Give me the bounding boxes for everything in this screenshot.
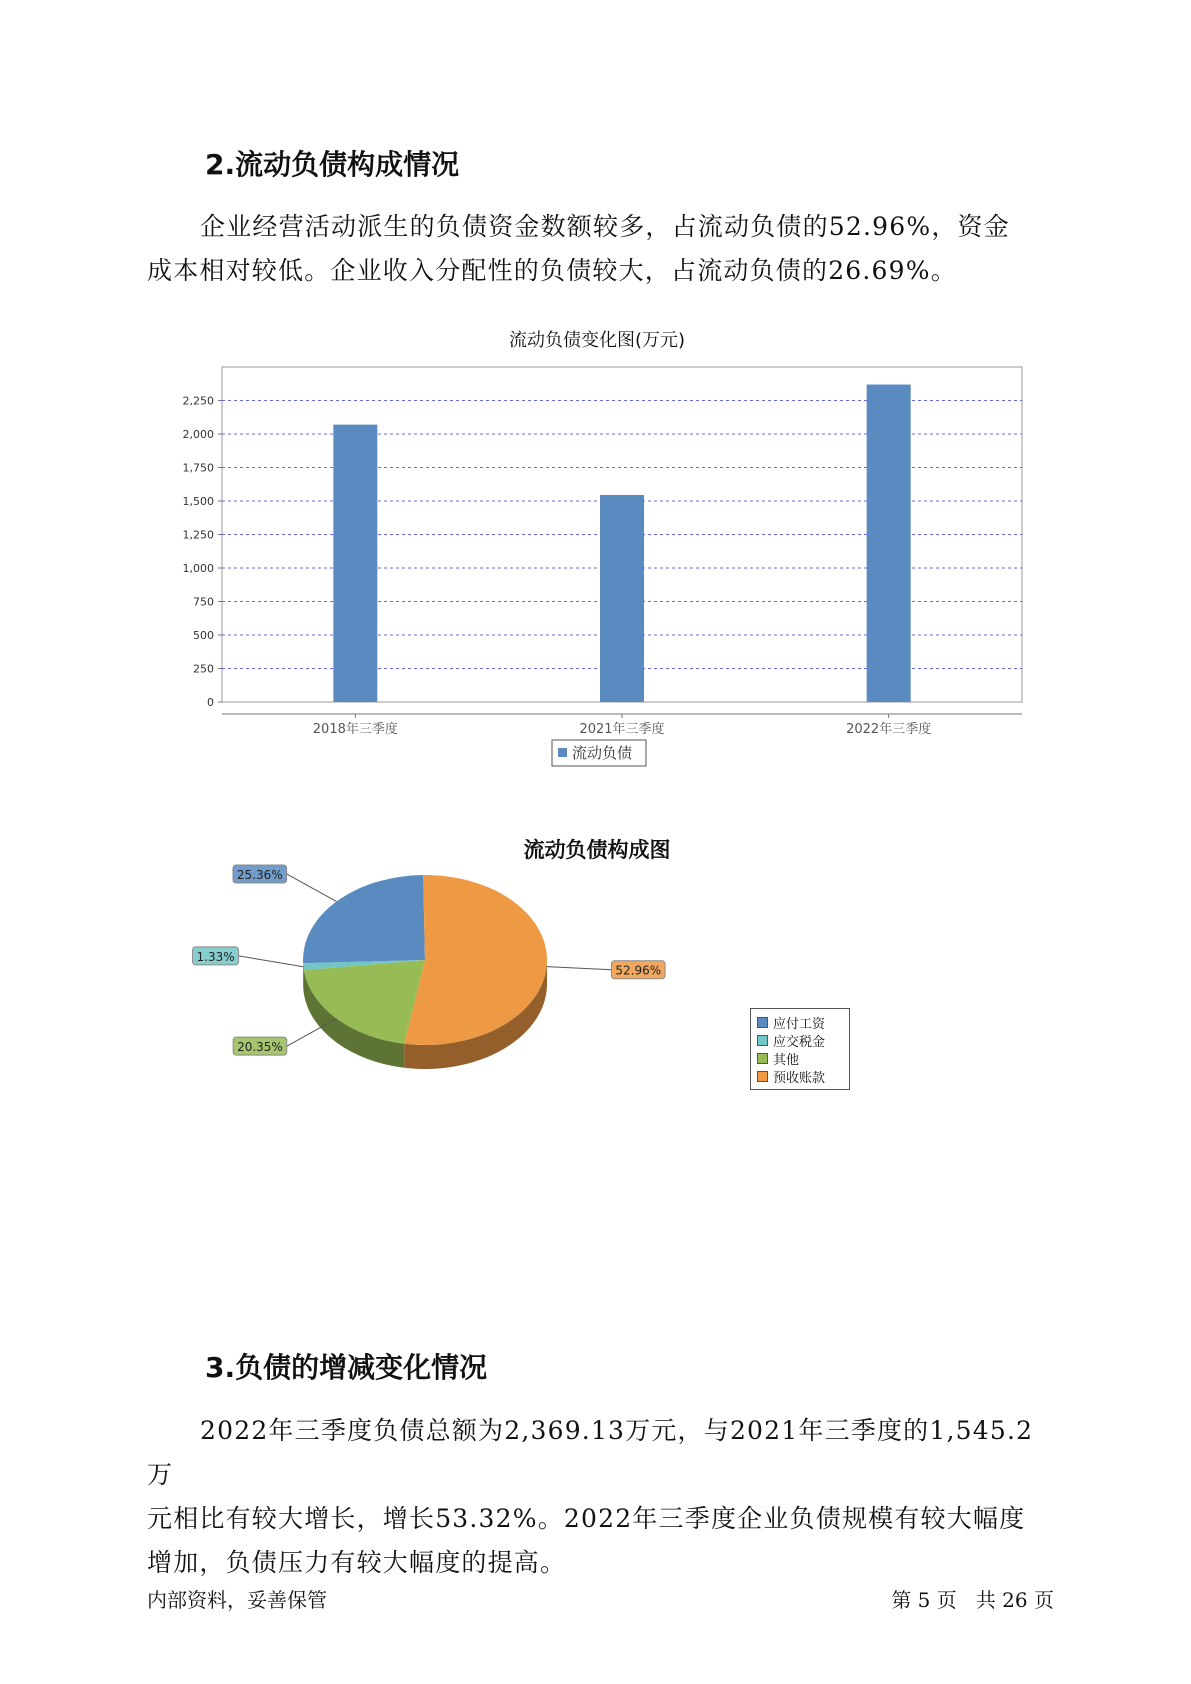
bar-chart — [147, 355, 1047, 775]
section-3-line-2: 元相比有较大增长，增长53.32%。2022年三季度企业负债规模有较大幅度 — [147, 1504, 1026, 1533]
y-tick-label: 750 — [193, 595, 214, 609]
bar — [867, 385, 911, 702]
section-3-heading: 3.负债的增减变化情况 — [205, 1351, 488, 1384]
y-tick-label: 1,250 — [182, 528, 214, 542]
section-2-line-1: 企业经营活动派生的负债资金数额较多，占流动负债的52.96%，资金 — [200, 212, 1010, 241]
pie-chart-title: 流动负债构成图 — [523, 838, 671, 862]
pie-slice — [303, 875, 425, 963]
pie-legend — [750, 1008, 850, 1090]
y-tick-label: 2,000 — [182, 428, 214, 441]
pie-legend-swatch — [757, 1017, 768, 1028]
y-tick-label: 0 — [207, 696, 214, 709]
pie-legend-swatch — [757, 1035, 768, 1046]
pie-value-label: 20.35% — [237, 1040, 283, 1055]
pie-legend-label: 预收账款 — [773, 1070, 826, 1086]
y-tick-label: 1,750 — [182, 461, 214, 475]
y-tick-label: 500 — [193, 629, 214, 642]
pie-legend-swatch — [757, 1053, 768, 1064]
section-2-line-2: 成本相对较低。企业收入分配性的负债较大，占流动负债的26.69%。 — [147, 256, 957, 285]
y-tick-label: 1,500 — [182, 495, 214, 508]
pie-chart — [196, 867, 662, 1140]
x-tick-label: 2021年三季度 — [579, 722, 665, 737]
section-3-paragraph — [147, 1409, 1047, 1585]
pie-leader-line — [547, 967, 612, 970]
bar-legend — [552, 740, 646, 766]
pie-value-label: 1.33% — [196, 949, 235, 964]
footer-page-number: 第 5 页 共 26 页 — [891, 1588, 1054, 1612]
section-2-heading: 2.流动负债构成情况 — [205, 148, 460, 181]
legend-label: 流动负债 — [572, 744, 633, 762]
pie-legend-item — [757, 1049, 843, 1067]
pie-legend-item — [757, 1013, 843, 1031]
legend-swatch — [558, 748, 567, 757]
pie-legend-item — [757, 1031, 843, 1049]
y-tick-label: 2,250 — [182, 394, 214, 408]
pie-legend-swatch — [757, 1071, 768, 1082]
pie-legend-label: 应付工资 — [773, 1016, 826, 1032]
pie-leader-line — [287, 874, 337, 902]
pie-slice — [304, 960, 425, 1044]
section-2-paragraph — [147, 205, 1047, 293]
x-tick-label: 2022年三季度 — [846, 722, 932, 737]
y-tick-label: 1,000 — [182, 562, 214, 575]
x-tick-label: 2018年三季度 — [312, 722, 398, 737]
pie-legend-item — [757, 1067, 843, 1085]
section-3-line-3: 增加，负债压力有较大幅度的提高。 — [147, 1548, 567, 1577]
y-tick-label: 250 — [193, 662, 214, 676]
pie-legend-label: 其他 — [773, 1052, 800, 1068]
pie-leader-line — [239, 956, 304, 967]
footer-confidential: 内部资料，妥善保管 — [147, 1588, 327, 1612]
bar-chart-title: 流动负债变化图(万元) — [508, 330, 686, 351]
pie-value-label: 25.36% — [236, 867, 283, 882]
pie-legend-label: 应交税金 — [773, 1034, 826, 1050]
bar — [600, 495, 644, 702]
section-3-line-1: 2022年三季度负债总额为2,369.13万元，与2021年三季度的1,545.2万 — [147, 1416, 1034, 1489]
pie-value-label: 52.96% — [615, 963, 662, 978]
bar — [333, 425, 377, 702]
